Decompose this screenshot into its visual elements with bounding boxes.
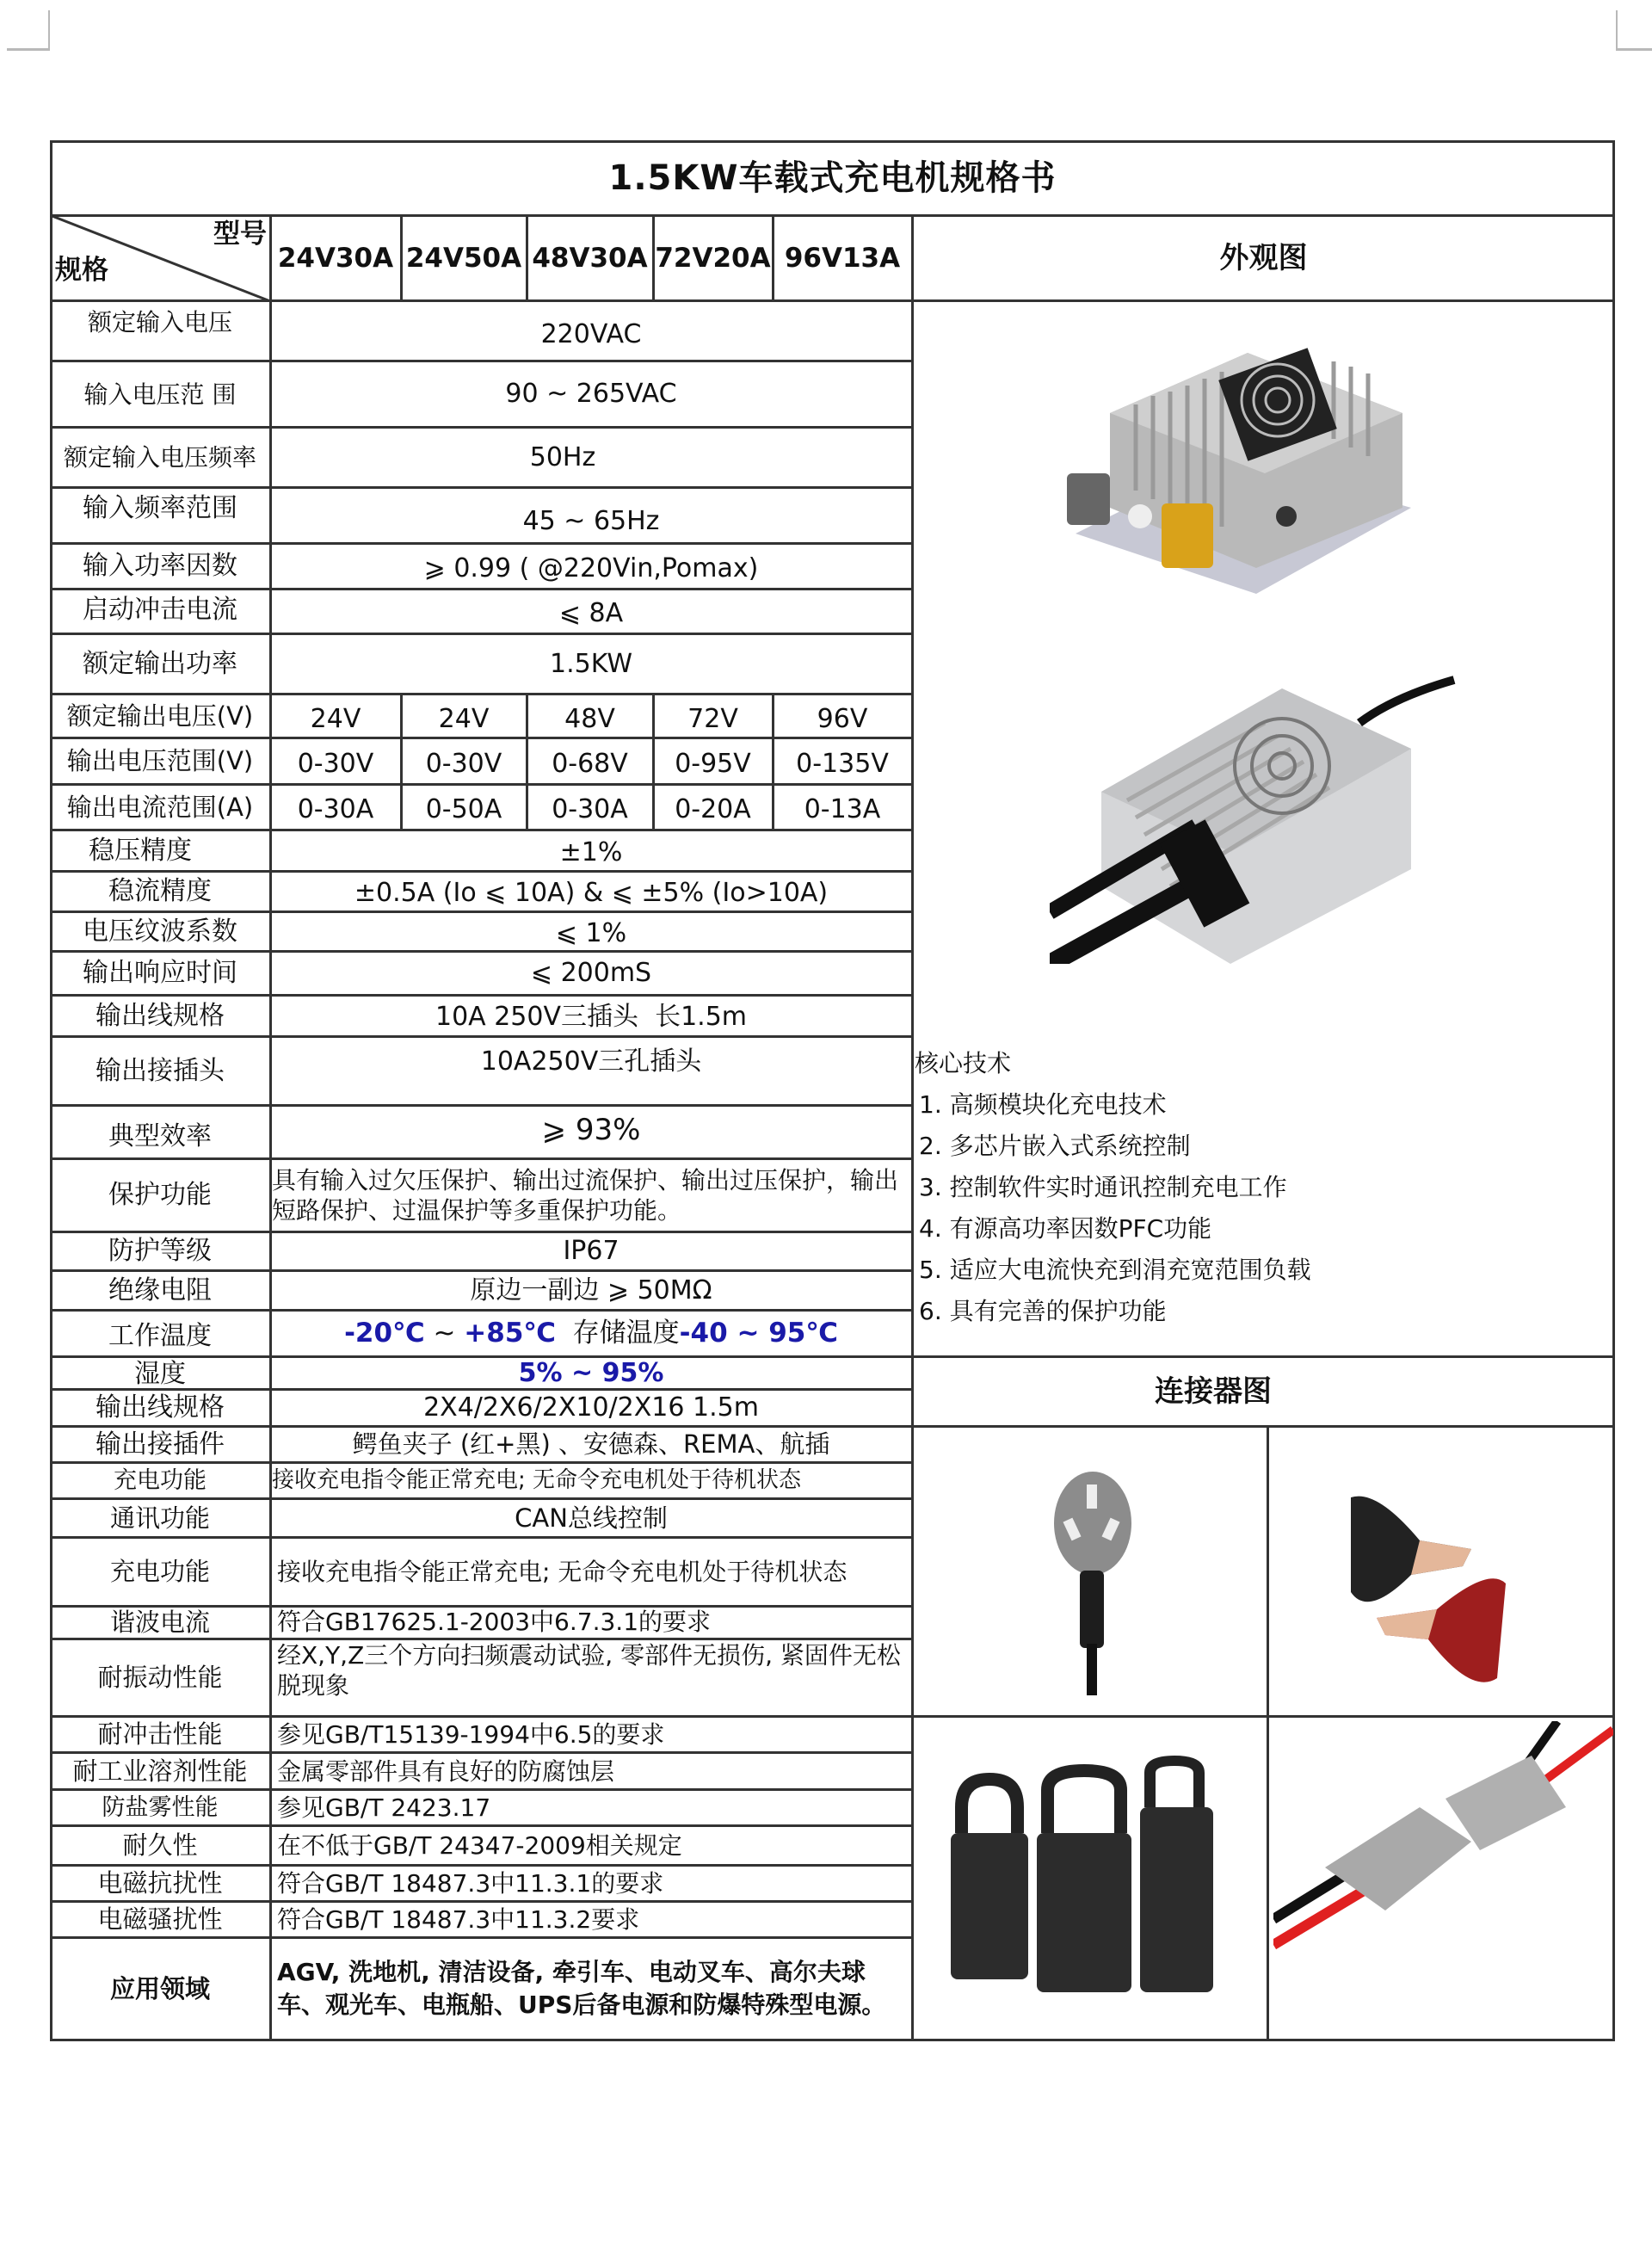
row-value: 0-13A: [804, 794, 881, 825]
row-value: 参见GB/T15139-1994中6.5的要求: [277, 1720, 665, 1749]
row-label: 输出响应时间: [83, 958, 237, 989]
row-value: CAN总线控制: [515, 1503, 668, 1533]
core-tech-item: 1. 高频模块化充电技术: [919, 1090, 1167, 1119]
row-label: 应用领域: [109, 1973, 210, 2003]
header-spec-label: 规格: [55, 254, 108, 286]
row-label: 输入频率范围: [83, 493, 237, 524]
row-value: ⩽ 8A: [558, 598, 624, 629]
header-model-4: 96V13A: [784, 242, 901, 274]
row-value: 10A 250V三插头 长1.5m: [435, 1002, 748, 1033]
row-value: 接收充电指令能正常充电; 无命令充电机处于待机状态: [272, 1467, 802, 1494]
row-value: 72V: [687, 704, 738, 735]
row-label: 防护等级: [108, 1236, 212, 1267]
header-model-3: 72V20A: [655, 242, 771, 274]
row-value: 接收充电指令能正常充电; 无命令充电机处于待机状态: [277, 1558, 848, 1586]
row-label: 充电功能: [114, 1466, 206, 1494]
row-label: 稳流精度: [108, 876, 212, 907]
crop-mark-top-left-v: [48, 10, 50, 50]
row-label: 通讯功能: [109, 1503, 210, 1533]
row-value: 0-68V: [552, 748, 628, 779]
row-value: ±0.5A (Io ⩽ 10A) & ⩽ ±5% (Io>10A): [354, 878, 829, 909]
document-title: 1.5KW车载式充电机规格书: [608, 157, 1057, 198]
row-value: 原边一副边 ⩾ 50MΩ: [470, 1275, 712, 1306]
anderson-connectors-image: [1273, 1721, 1613, 1979]
connector-diagram-heading: 连接器图: [1155, 1373, 1272, 1409]
work-temp-sep: ~: [424, 1318, 465, 1349]
row-label: 额定输出电压(V): [66, 701, 254, 731]
row-label: 输出线规格: [96, 1000, 225, 1031]
row-value: 0-30A: [552, 794, 628, 825]
row-label: 输出线规格: [96, 1392, 225, 1423]
power-plug-image: [1041, 1463, 1144, 1695]
row-label: 耐振动性能: [97, 1663, 223, 1693]
row-value: AGV, 洗地机, 清洁设备, 牵引车、电动叉车、高尔夫球车、观光车、电瓶船、UPS后备电源和防爆特殊型电源。: [277, 1958, 886, 2019]
row-label: 稳压精度: [89, 835, 192, 866]
crop-mark-top-right-h: [1616, 48, 1652, 51]
row-label: 输入功率因数: [83, 551, 237, 582]
row-label: 耐冲击性能: [97, 1719, 223, 1750]
rema-connectors-image: [938, 1756, 1248, 1997]
charger-product-image-1: [1058, 310, 1437, 602]
row-label: 保护功能: [108, 1180, 212, 1211]
row-label: 输出接插头: [96, 1055, 225, 1086]
work-temp-max: +85℃: [464, 1318, 556, 1349]
row-label: 输出接插件: [96, 1429, 225, 1460]
row-value: IP67: [563, 1236, 620, 1267]
header-model-0: 24V30A: [277, 242, 394, 274]
core-tech-heading: 核心技术: [915, 1049, 1012, 1077]
row-value: 符合GB/T 18487.3中11.3.1的要求: [277, 1869, 664, 1898]
core-tech-item: 5. 适应大电流快充到涓充宽范围负载: [919, 1256, 1311, 1284]
row-label: 输出电压范围(V): [66, 746, 254, 776]
row-value: 0-135V: [796, 748, 889, 779]
row-label: 输出电流范围(A): [66, 792, 254, 822]
row-value: 96V: [817, 704, 868, 735]
row-value: 90 ~ 265VAC: [505, 379, 677, 410]
header-model-1: 24V50A: [405, 242, 522, 274]
row-label: 谐波电流: [109, 1608, 210, 1638]
row-value: 48V: [564, 704, 615, 735]
humidity-value: 5% ~ 95%: [518, 1358, 664, 1389]
core-tech-item: 3. 控制软件实时通讯控制充电工作: [919, 1173, 1287, 1201]
row-value: 2X4/2X6/2X10/2X16 1.5m: [423, 1392, 759, 1423]
row-value: 金属零部件具有良好的防腐蚀层: [277, 1756, 615, 1786]
storage-temp-range: -40 ~ 95℃: [679, 1318, 838, 1349]
row-label: 工作温度: [108, 1321, 212, 1352]
row-value: 在不低于GB/T 24347-2009相关规定: [277, 1831, 682, 1860]
core-tech-item: 2. 多芯片嵌入式系统控制: [919, 1132, 1191, 1160]
row-value: 0-50A: [425, 794, 502, 825]
row-value: 具有输入过欠压保护、输出过流保护、输出过压保护，输出短路保护、过温保护等多重保护功能。: [272, 1166, 899, 1225]
row-value: ±1%: [559, 836, 623, 867]
row-label: 湿度: [134, 1359, 186, 1390]
row-label: 防盐雾性能: [102, 1793, 219, 1821]
work-temp-min: -20℃: [344, 1318, 425, 1349]
row-value: 1.5KW: [550, 648, 632, 679]
row-value: ⩽ 200mS: [530, 958, 652, 989]
row-label: 额定输入电压: [87, 307, 232, 336]
row-value: 经X,Y,Z三个方向扫频震动试验, 零部件无损伤, 紧固件无松脱现象: [277, 1641, 901, 1700]
row-label: 输入电压范 围: [83, 380, 237, 409]
row-value: 24V: [438, 704, 490, 735]
row-value: 45 ~ 65Hz: [522, 506, 660, 537]
row-label: 电磁骚扰性: [97, 1904, 223, 1935]
row-value: 鳄鱼夹子 (红+黑) 、安德森、REMA、航插: [352, 1429, 830, 1460]
work-temperature-value: [270, 1312, 912, 1355]
crop-mark-top-right-v: [1616, 10, 1618, 50]
row-value: 0-30V: [297, 748, 374, 779]
row-value: 24V: [310, 704, 361, 735]
storage-temp-label: 存储温度: [555, 1318, 680, 1349]
header-model-2: 48V30A: [532, 242, 648, 274]
row-value: ⩾ 0.99 ( @220Vin,Pomax): [423, 553, 759, 584]
alligator-clips-image: [1342, 1480, 1514, 1695]
row-label: 额定输出功率: [83, 648, 237, 679]
row-label: 典型效率: [108, 1121, 212, 1152]
core-tech-item: 4. 有源高功率因数PFC功能: [919, 1214, 1212, 1243]
row-label: 电压纹波系数: [83, 916, 237, 947]
charger-product-image-2: [1050, 654, 1463, 964]
row-label: 耐久性: [122, 1830, 198, 1861]
row-value: 符合GB17625.1-2003中6.7.3.1的要求: [277, 1608, 712, 1636]
core-tech-item: 6. 具有完善的保护功能: [919, 1297, 1167, 1325]
header-appearance: 外观图: [1219, 240, 1308, 275]
row-value: 0-30V: [425, 748, 502, 779]
row-value: 参见GB/T 2423.17: [277, 1793, 491, 1822]
row-value: 符合GB/T 18487.3中11.3.2要求: [277, 1905, 640, 1934]
row-label: 额定输入电压频率: [63, 443, 256, 472]
row-value: 50Hz: [529, 441, 596, 472]
row-label: 充电功能: [109, 1557, 210, 1587]
row-label: 电磁抗扰性: [97, 1868, 223, 1898]
row-value: ⩽ 1%: [555, 917, 627, 948]
row-value: 0-20A: [675, 794, 751, 825]
header-model-label: 型号: [213, 218, 267, 250]
row-value: 10A250V三孔插头: [480, 1046, 702, 1077]
row-label: 绝缘电阻: [108, 1275, 212, 1306]
row-label: 启动冲击电流: [83, 595, 237, 626]
crop-mark-top-left-h: [7, 48, 50, 51]
row-value: 0-30A: [297, 794, 374, 825]
row-value: 220VAC: [540, 319, 642, 350]
row-value: 0-95V: [675, 748, 751, 779]
row-value: ⩾ 93%: [541, 1113, 641, 1148]
row-label: 耐工业溶剂性能: [72, 1756, 248, 1786]
